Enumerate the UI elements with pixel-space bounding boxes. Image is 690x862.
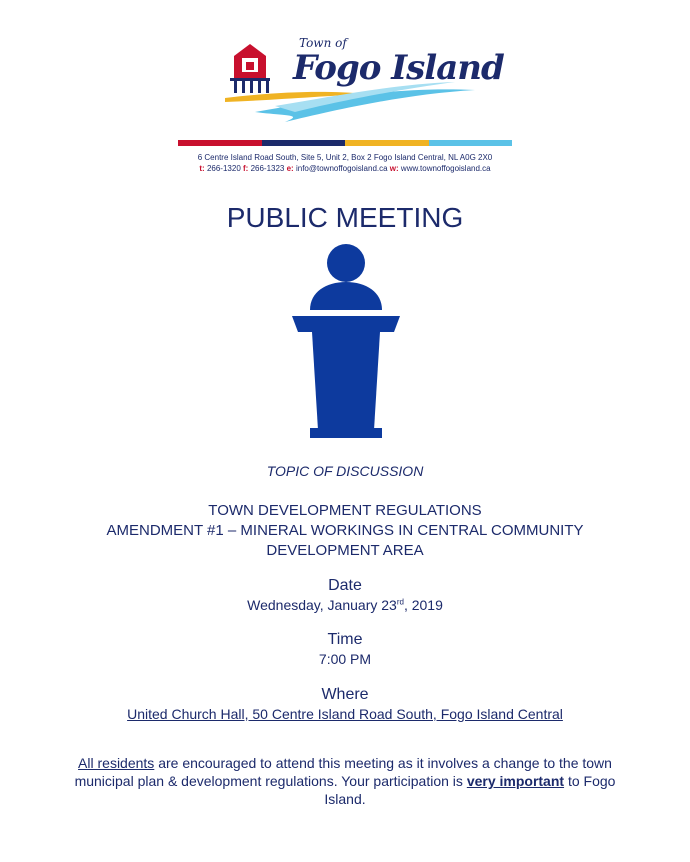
time-value: 7:00 PM [318,651,372,667]
page-title: PUBLIC MEETING [226,202,464,233]
logo-name: Fogo Island [293,48,504,88]
web-value: www.townoffogoisland.ca [400,164,491,173]
note-part-2: to Fogo Island. [324,773,616,807]
where-heading: Where [321,686,369,703]
time-heading: Time [327,631,363,648]
fax-value: 266-1323 [250,164,285,173]
date-suffix: rd [396,597,404,607]
color-bar-gold [345,140,429,146]
letterhead-contact [178,163,512,175]
phone-key: t: [199,164,205,173]
logo-town-of: Town of [299,36,347,50]
date-value [0,597,690,613]
topic-line-1: TOWN DEVELOPMENT REGULATIONS [208,502,482,519]
date-heading: Date [328,577,362,594]
web-key: w: [389,164,399,173]
podium-speaker-icon [290,244,402,438]
topic-text [0,501,690,561]
all-residents: All residents [78,755,155,771]
note-part-1: are encouraged to attend this meeting as it involves a change to the town municipal plan & development regulations. Your participation is [74,755,612,789]
date-year: , 2019 [403,597,443,613]
where-value: United Church Hall, 50 Centre Island Road South, Fogo Island Central [127,706,563,722]
date-prefix: Wednesday, January 23 [247,597,397,613]
color-bar-navy [262,140,346,146]
email-key: e: [286,164,294,173]
color-bar-blue [429,140,513,146]
phone-value: 266-1320 [206,164,241,173]
letterhead-color-bar [178,140,512,146]
fax-key: f: [243,164,249,173]
topic-line-2: AMENDMENT #1 – MINERAL WORKINGS IN CENTRAL COMMUNITY [106,522,584,539]
topic-label: TOPIC OF DISCUSSION [266,463,424,479]
letterhead-address: 6 Centre Island Road South, Site 5, Unit 2, Box 2 Fogo Island Central, NL A0G 2X0 [197,153,493,162]
attendance-note [70,754,620,808]
topic-line-3: DEVELOPMENT AREA [266,542,424,559]
color-bar-red [178,140,262,146]
email-value: info@townoffogoisland.ca [295,164,388,173]
town-logo [215,30,504,130]
very-important: very important [466,773,565,789]
